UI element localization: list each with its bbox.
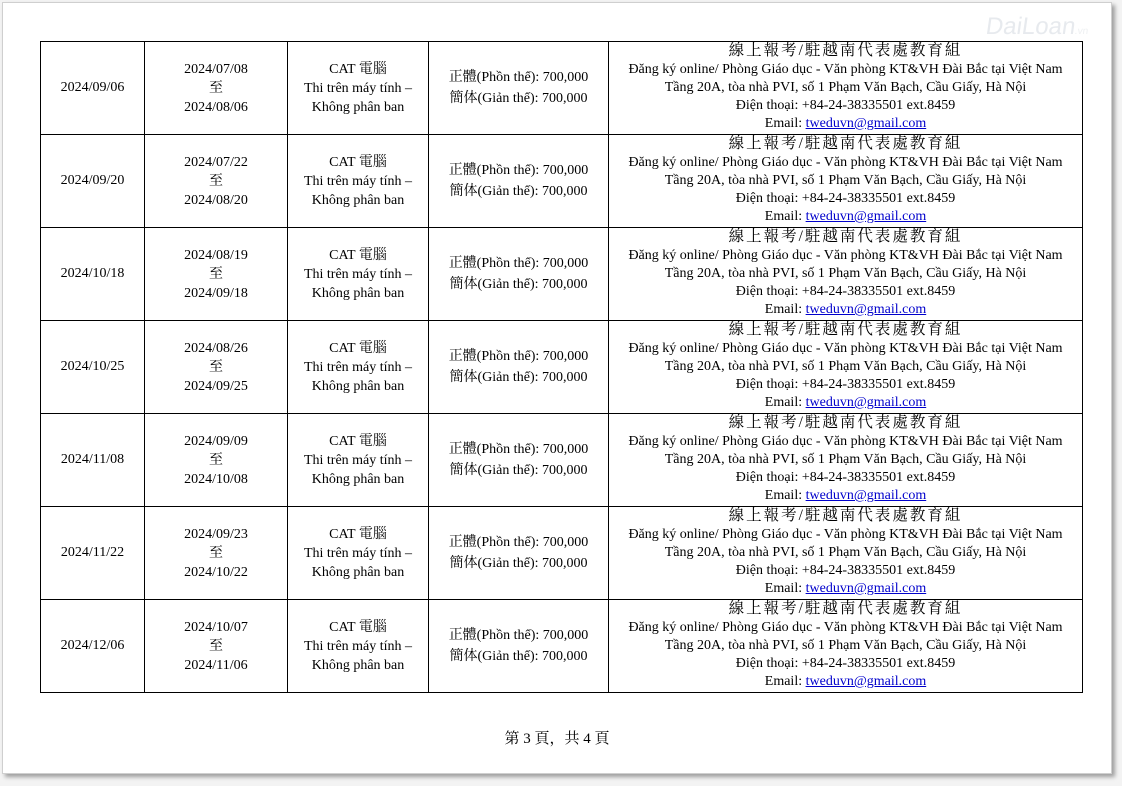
registration-to-label: 至 [209, 638, 223, 654]
registration-info-title: 線上報考/駐越南代表處教育組 [728, 321, 963, 338]
fee-traditional: 正體(Phồn thể): 700,000 [448, 535, 589, 550]
registration-info-title: 線上報考/駐越南代表處教育組 [728, 600, 963, 617]
registration-phone: Điện thoại: +84-24-38335501 ext.8459 [735, 563, 956, 578]
exam-type-description: Thi trên máy tính – [303, 80, 413, 96]
registration-to-label: 至 [209, 80, 223, 96]
registration-email-line [609, 115, 1082, 133]
exam-date: 2024/11/08 [60, 452, 125, 467]
fee-simplified: 簡体(Giản thể): 700,000 [449, 556, 588, 571]
email-link[interactable]: tweduvn@gmail.com [805, 395, 927, 410]
registration-start-date: 2024/09/23 [184, 526, 248, 542]
registration-office: Đăng ký online/ Phòng Giáo dục - Văn phòng KT&VH Đài Bắc tại Việt Nam [628, 248, 1063, 263]
exam-date: 2024/12/06 [60, 638, 125, 653]
exam-date: 2024/09/20 [60, 173, 125, 188]
document-page [2, 2, 1112, 774]
exam-type-category: Không phân ban [311, 378, 405, 394]
registration-office: Đăng ký online/ Phòng Giáo dục - Văn phòng KT&VH Đài Bắc tại Việt Nam [628, 155, 1063, 170]
exam-date: 2024/10/25 [60, 359, 125, 374]
exam-schedule-body [41, 42, 1083, 693]
table-row [41, 507, 1083, 600]
registration-address: Tầng 20A, tòa nhà PVI, số 1 Phạm Văn Bạch, Cầu Giấy, Hà Nội [664, 266, 1027, 281]
exam-date-cell [41, 42, 145, 135]
exam-type-description: Thi trên máy tính – [303, 638, 413, 654]
watermark-suffix: .vn [1074, 26, 1090, 37]
registration-address: Tầng 20A, tòa nhà PVI, số 1 Phạm Văn Bạch, Cầu Giấy, Hà Nội [664, 545, 1027, 560]
registration-start-date: 2024/07/08 [184, 61, 248, 77]
fee-traditional: 正體(Phồn thể): 700,000 [448, 256, 589, 271]
exam-type-category: Không phân ban [311, 471, 405, 487]
fee-traditional: 正體(Phồn thể): 700,000 [448, 628, 589, 643]
fee-traditional: 正體(Phồn thể): 700,000 [448, 70, 589, 85]
registration-to-label: 至 [209, 452, 223, 468]
registration-info-cell [609, 228, 1083, 321]
registration-info-cell [609, 135, 1083, 228]
registration-email-line [609, 580, 1082, 598]
registration-info-cell [609, 321, 1083, 414]
registration-address: Tầng 20A, tòa nhà PVI, số 1 Phạm Văn Bạch, Cầu Giấy, Hà Nội [664, 638, 1027, 653]
registration-end-date: 2024/09/18 [184, 285, 248, 301]
registration-phone: Điện thoại: +84-24-38335501 ext.8459 [735, 284, 956, 299]
email-link[interactable]: tweduvn@gmail.com [805, 116, 927, 131]
exam-type-cell [288, 414, 429, 507]
exam-date: 2024/10/18 [60, 266, 125, 281]
registration-phone: Điện thoại: +84-24-38335501 ext.8459 [735, 98, 956, 113]
exam-type-category: Không phân ban [311, 192, 405, 208]
registration-end-date: 2024/11/06 [184, 657, 248, 673]
registration-email-line [609, 673, 1082, 691]
table-row [41, 321, 1083, 414]
exam-fee-cell [429, 42, 609, 135]
fee-traditional: 正體(Phồn thể): 700,000 [448, 349, 589, 364]
exam-type-description: Thi trên máy tính – [303, 266, 413, 282]
fee-traditional: 正體(Phồn thể): 700,000 [448, 442, 589, 457]
registration-info-cell [609, 600, 1083, 693]
table-row [41, 42, 1083, 135]
exam-type-label: CAT 電腦 [329, 340, 387, 356]
exam-type-description: Thi trên máy tính – [303, 452, 413, 468]
exam-type-label: CAT 電腦 [329, 526, 387, 542]
exam-type-label: CAT 電腦 [329, 619, 387, 635]
exam-date-cell [41, 414, 145, 507]
registration-period-cell [145, 321, 288, 414]
registration-phone: Điện thoại: +84-24-38335501 ext.8459 [735, 191, 956, 206]
table-row [41, 414, 1083, 507]
registration-to-label: 至 [209, 359, 223, 375]
exam-type-description: Thi trên máy tính – [303, 173, 413, 189]
registration-office: Đăng ký online/ Phòng Giáo dục - Văn phòng KT&VH Đài Bắc tại Việt Nam [628, 620, 1063, 635]
registration-end-date: 2024/09/25 [184, 378, 248, 394]
email-label: Email: [764, 302, 806, 317]
email-label: Email: [764, 488, 806, 503]
exam-type-cell [288, 321, 429, 414]
registration-address: Tầng 20A, tòa nhà PVI, số 1 Phạm Văn Bạch, Cầu Giấy, Hà Nội [664, 359, 1027, 374]
exam-type-cell [288, 600, 429, 693]
registration-office: Đăng ký online/ Phòng Giáo dục - Văn phòng KT&VH Đài Bắc tại Việt Nam [628, 341, 1063, 356]
registration-period-cell [145, 135, 288, 228]
registration-period-cell [145, 600, 288, 693]
watermark-brand: DaiLoan [984, 13, 1078, 40]
exam-type-label: CAT 電腦 [329, 247, 387, 263]
email-link[interactable]: tweduvn@gmail.com [805, 488, 927, 503]
fee-simplified: 簡体(Giản thể): 700,000 [449, 277, 588, 292]
exam-type-label: CAT 電腦 [329, 61, 387, 77]
exam-date-cell [41, 135, 145, 228]
table-row [41, 600, 1083, 693]
exam-type-cell [288, 228, 429, 321]
exam-date: 2024/09/06 [60, 80, 125, 95]
fee-simplified: 簡体(Giản thể): 700,000 [449, 184, 588, 199]
exam-date-cell [41, 321, 145, 414]
email-label: Email: [764, 674, 806, 689]
registration-email-line [609, 208, 1082, 226]
registration-start-date: 2024/07/22 [184, 154, 248, 170]
exam-type-cell [288, 135, 429, 228]
exam-type-description: Thi trên máy tính – [303, 545, 413, 561]
registration-address: Tầng 20A, tòa nhà PVI, số 1 Phạm Văn Bạch, Cầu Giấy, Hà Nội [664, 452, 1027, 467]
exam-date: 2024/11/22 [60, 545, 125, 560]
email-link[interactable]: tweduvn@gmail.com [805, 302, 927, 317]
exam-date-cell [41, 228, 145, 321]
exam-type-category: Không phân ban [311, 99, 405, 115]
exam-type-category: Không phân ban [311, 285, 405, 301]
email-link[interactable]: tweduvn@gmail.com [805, 581, 927, 596]
email-label: Email: [764, 395, 806, 410]
email-label: Email: [764, 209, 806, 224]
registration-end-date: 2024/08/20 [184, 192, 248, 208]
exam-schedule-table [40, 41, 1083, 693]
fee-simplified: 簡体(Giản thể): 700,000 [449, 370, 588, 385]
registration-to-label: 至 [209, 266, 223, 282]
registration-info-title: 線上報考/駐越南代表處教育組 [728, 507, 963, 524]
registration-period-cell [145, 507, 288, 600]
registration-office: Đăng ký online/ Phòng Giáo dục - Văn phòng KT&VH Đài Bắc tại Việt Nam [628, 434, 1063, 449]
watermark-logo [984, 13, 1091, 41]
exam-fee-cell [429, 228, 609, 321]
exam-date-cell [41, 507, 145, 600]
registration-info-cell [609, 42, 1083, 135]
fee-simplified: 簡体(Giản thể): 700,000 [449, 91, 588, 106]
registration-info-cell [609, 507, 1083, 600]
registration-email-line [609, 394, 1082, 412]
registration-address: Tầng 20A, tòa nhà PVI, số 1 Phạm Văn Bạch, Cầu Giấy, Hà Nội [664, 173, 1027, 188]
registration-end-date: 2024/08/06 [184, 99, 248, 115]
exam-type-description: Thi trên máy tính – [303, 359, 413, 375]
registration-period-cell [145, 42, 288, 135]
registration-start-date: 2024/08/26 [184, 340, 248, 356]
registration-info-title: 線上報考/駐越南代表處教育組 [728, 228, 963, 245]
registration-info-cell [609, 414, 1083, 507]
registration-to-label: 至 [209, 173, 223, 189]
registration-period-cell [145, 228, 288, 321]
registration-period-cell [145, 414, 288, 507]
registration-email-line [609, 301, 1082, 319]
registration-start-date: 2024/08/19 [184, 247, 248, 263]
registration-info-title: 線上報考/駐越南代表處教育組 [728, 135, 963, 152]
exam-type-cell [288, 42, 429, 135]
email-link[interactable]: tweduvn@gmail.com [805, 209, 927, 224]
exam-type-label: CAT 電腦 [329, 433, 387, 449]
registration-start-date: 2024/10/07 [184, 619, 248, 635]
exam-type-label: CAT 電腦 [329, 154, 387, 170]
email-label: Email: [764, 581, 806, 596]
exam-type-category: Không phân ban [311, 564, 405, 580]
table-row [41, 228, 1083, 321]
exam-fee-cell [429, 321, 609, 414]
page-number: 第 3 頁，共 4 頁 [504, 731, 610, 747]
exam-fee-cell [429, 414, 609, 507]
exam-fee-cell [429, 600, 609, 693]
registration-start-date: 2024/09/09 [184, 433, 248, 449]
registration-phone: Điện thoại: +84-24-38335501 ext.8459 [735, 656, 956, 671]
registration-phone: Điện thoại: +84-24-38335501 ext.8459 [735, 470, 956, 485]
registration-info-title: 線上報考/駐越南代表處教育組 [728, 42, 963, 59]
email-label: Email: [764, 116, 806, 131]
registration-office: Đăng ký online/ Phòng Giáo dục - Văn phòng KT&VH Đài Bắc tại Việt Nam [628, 527, 1063, 542]
registration-email-line [609, 487, 1082, 505]
registration-to-label: 至 [209, 545, 223, 561]
fee-simplified: 簡体(Giản thể): 700,000 [449, 463, 588, 478]
registration-end-date: 2024/10/08 [184, 471, 248, 487]
email-link[interactable]: tweduvn@gmail.com [805, 674, 927, 689]
registration-end-date: 2024/10/22 [184, 564, 248, 580]
registration-address: Tầng 20A, tòa nhà PVI, số 1 Phạm Văn Bạch, Cầu Giấy, Hà Nội [664, 80, 1027, 95]
exam-type-category: Không phân ban [311, 657, 405, 673]
exam-fee-cell [429, 135, 609, 228]
registration-phone: Điện thoại: +84-24-38335501 ext.8459 [735, 377, 956, 392]
exam-date-cell [41, 600, 145, 693]
fee-traditional: 正體(Phồn thể): 700,000 [448, 163, 589, 178]
registration-office: Đăng ký online/ Phòng Giáo dục - Văn phòng KT&VH Đài Bắc tại Việt Nam [628, 62, 1063, 77]
fee-simplified: 簡体(Giản thể): 700,000 [449, 649, 588, 664]
registration-info-title: 線上報考/駐越南代表處教育組 [728, 414, 963, 431]
exam-type-cell [288, 507, 429, 600]
exam-fee-cell [429, 507, 609, 600]
table-row [41, 135, 1083, 228]
